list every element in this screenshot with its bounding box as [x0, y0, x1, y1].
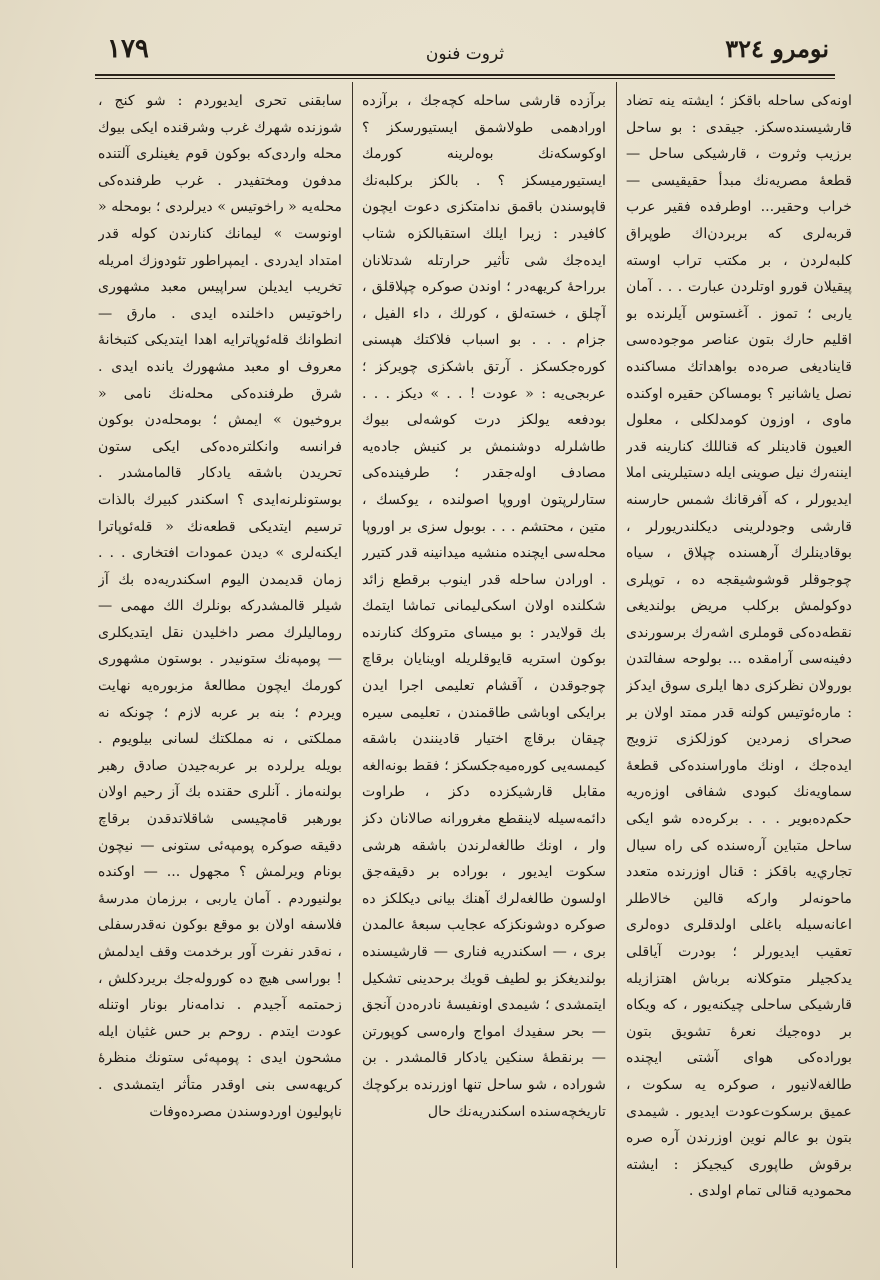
page-number: ١٧٩ [107, 34, 149, 64]
column-text: برآزده قارشی ساحله كچه‌جك ، برآزده اورادهمی طولاشمق ايستيورسكز ؟ اوكوسكه‌نك بوه‌لرينه كورمك ايستيورميسكز ؟ . بالكز بركلبه‌نك قاپوسندن باقمق ندامتكزی دعوت ايچون كافيدر : زيرا ايلك استقبالكزه شتاب ايده‌جك شی تأثير حرارتله شدتلانان برراحهٔ كريهه‌در ؛ اوندن صوكره چپلاقلق ، آچلق ، خسته‌لق ، كورلك ، داء الفيل ، جزام . . . بو اسباب فلاكتك هپسنی كوره‌جكسكز . آرتق باشكزی چويركز ؛ عربجی‌يه : « عودت ! . . » ديكز . . . بودفعه يولكز درت كوشه‌لی بيوك طاشلرله دوشنمش بر كنيش جاده‌يه مصادف اوله‌جقدر ؛ طرفينده‌كی ستارلرپتون اوروپا اصولنده ، يوكسك ، متين ، محتشم . . . بوبول سزی بر اوروپا محله‌سی ايچنده منشيه ميدانينه قدر كتيرر . اورادن ساحله قدر اينوب برقطع زائد شكلنده اولان اسكی‌ليمانی تماشا ايتمك بك قولايدر : بو ميسای متروكك كنارنده بوكون استريه قايوقلريله اوينايان برقاچ چوجوقدن ، آقشام تعليمی اجرا ايدن برايكی اوباشی طاقمندن ، تعليمی سيره چيقان برقاچ اختيار قادينندن باشقه كيمسه‌يی كوره‌ميه‌جكسكز ؛ فقط بونه‌الغه مقابل قارشيكزده دكز ، طراوت دائمه‌سيله لاينقطع مغرورانه صالانان دكز وار ، اونك طالغه‌لرندن باشقه هرشی سكوت ايديور ، بوراده بر دقيقه‌جق اولسون طالغه‌لرك آهنك بيانی ديكلكز ده صوكره دوشونكزكه عجايب سبعهٔ عالمدن بری ، — اسكندريه فناری — قارشيسنده بولنديغكز بو لطيف قويك برحدينی تشكيل ايتمشدی ؛ شيمدی اونفيسهٔ نادره‌دن آنجق — بحر سفيدك امواج واره‌سی كوپورتن — برنقطهٔ سنكين يادكار قالمشدر . بن شوراده ، شو ساحل تنها اوزرنده بركوچك تاريخچه‌سنده اسكندريه‌نك حال [362, 93, 606, 1120]
page-header [95, 30, 835, 75]
text-column-left [98, 88, 342, 1268]
text-column-right [626, 88, 852, 1268]
column-divider-right [616, 82, 617, 1268]
column-text: اونه‌كی ساحله باقكز ؛ ايشته ينه تضاد قارشيسنده‌سكز. جيقدی : بو ساحل برزيب وثروت ، قارشيكی ساحل — قطعهٔ مصريه‌نك مبدأ حقيقيسی — خراب وحقير... اوطرفده فقير عرب قربه‌لری كه بربردن‌اك طوپراق كلبه‌لردن ، بر مكتب تراب اوسته پيقيلان قورو اوتلردن عبارت . . . آمان ياربی ؛ تموز . آغستوس آيلرنده بو اقليم حارك بتون عناصر موجوده‌سی قايناديغی صره‌ده بو‌اهداتك مساكنده نصل ياشانير ؟ بومساكن حقيره اوكنده ماوی ، اوزون كومدلكلی ، معلول العيون قادينلر كه قناللك كنارينه قدر ايننه‌رك نيل صوينی ايله دستيلرينی املا ايديورلر ، كه آفرقانك شمس حارسنه قارشی وجودلرينی ديكلندر‌يورلر ، بوقادينلرك آرهسنده چپلاق ، سياه چوجوقلر قوشوشيقجه ده ، توپلری دوكولمش بركلب مريض بولنديغی نقطه‌ده‌كی قوملری اشه‌رك برسورندی دفينه‌سی آرامقده ... بولوحه سفالتدن بورولان نظركزی دها ايلری سوق ايدكز : ماره‌ئوتيس كولنه قدر ممتد اولان بر صحرای زمردين كوزلكزی تزويج ايده‌جك ، اونك ماوراسنده‌كی قطعهٔ سماويه‌نك كبودی شفافی اوزه‌ريه حكم‌ده‌بوير . . . بركره‌ده شو ايكی ساحل متباين آره‌سنده كی راه سيال تجاري‌يه باقكز : قنال اوزرنده متعدد ماحونه‌لر واركه قالين خالاطلر اعانه‌سيله باغلی اولدقلری دوه‌لری تعقيب ايديورلر ؛ بودرت آياقلی يدكجيلر متوكلانه برباش اهتزازيله قارشيكی ساحلی چيكنه‌يور ، كه ويكاه بر دوه‌جيك نعرهٔ تشويق بتون بوراده‌كی هوای آشتی ايچنده طالغه‌لانيور ، صوكره يه سكوت ، عميق برسكوت‌عودت ايديور . شيمدی بتون بو عالم نوين اوزرندن آره صره برقوش طاپوری كيجيكز : ايشته محموديه قنالی تمام اولدی . [626, 93, 852, 1200]
issue-number: نومرو ٣٢٤ [725, 34, 829, 63]
publication-title: ثروت فنون [425, 44, 505, 64]
header-rule [95, 74, 835, 79]
column-text: سابقنی تحری ايديوردم : شو كنج ، شوزنده شهرك غرب وشرقنده ايكی بيوك محله واردی‌كه بوكون قوم يغينلری آلتنده مدفون ومختفيدر . غرب طرفنده‌كی محله‌يه « راخوتيس » ديرلردی ؛ بومحله « اونوست » ليمانك كنارندن كوله قدر امتداد ايدردی . ايمپراطور تئودوزك امريله تخريب ايديلن سراپيس معبد مشهوری راخوتيس داخلنده ايدی . مارق — انطوانك قله‌ئوپاترايه اهدا ايتديكی كتبخانهٔ معروف او معبد مشهورك يانده ايدی . شرق طرفنده‌كی محله‌نك نامی « بروخيون » ايمش ؛ بومحله‌دن بوكون فرانسه وانكلتره‌ده‌كی ايكی ستون تحريدن باشقه يادكار قالمامشدر . بوستونلرنه‌ايدی ؟ اسكندر كبيرك بالذات ترسيم ايتديكی قطعه‌نك « قله‌ئوپاترا ايكنه‌لری » ديدن عمودات افتخاری . . . زمان قديمدن اليوم اسكندريه‌ده بك آز شيلر قالمشدركه بونلرك الك مهمی — رومالیلرك مصر داخليدن نقل ايتديكلری — پومپه‌نك ستونيدر . بوستون مشهوری كورمك ايچون مطالعهٔ مزبوره‌يه نهايت ويردم ؛ بنه بر عربه لازم ؛ چونكه نه مملكتی ، نه مملكتك لسانی بيلويوم . بويله يرلرده بر عربه‌جيدن صادق رهبر بولنه‌ماز . آنلری حقنده بك آز رحيم اولان بورهبر قامچيسی شاقلاتدقدن برقاچ دقيقه صوكره پومپه‌ئی ستونی — نيچون بونام ويرلمش ؟ مجهول ... — اوكنده بولنيوردم . آمان ياربی ، برزمان مدرسهٔ فلاسفه اولان بو موقع بوكون نه‌قدرسفلی ، نه‌قدر نفرت آور برخدمت وقف ايدلمش ! بوراسی هيچ ده كوروله‌جك بريردكلش ، زحمتمه آجيدم . ندامه‌نار بونار اوتنله عودت ايتدم . روحم بر حس غثيان ايله مشحون ايدی : پومپه‌ئی ستونك منظرهٔ كريهه‌سی بنی اوقدر متأثر ايتمشدی . ناپوليون اوردوسندن مصرده‌وفات [98, 93, 342, 1120]
column-divider-left [352, 82, 353, 1268]
text-column-middle [362, 88, 606, 1268]
